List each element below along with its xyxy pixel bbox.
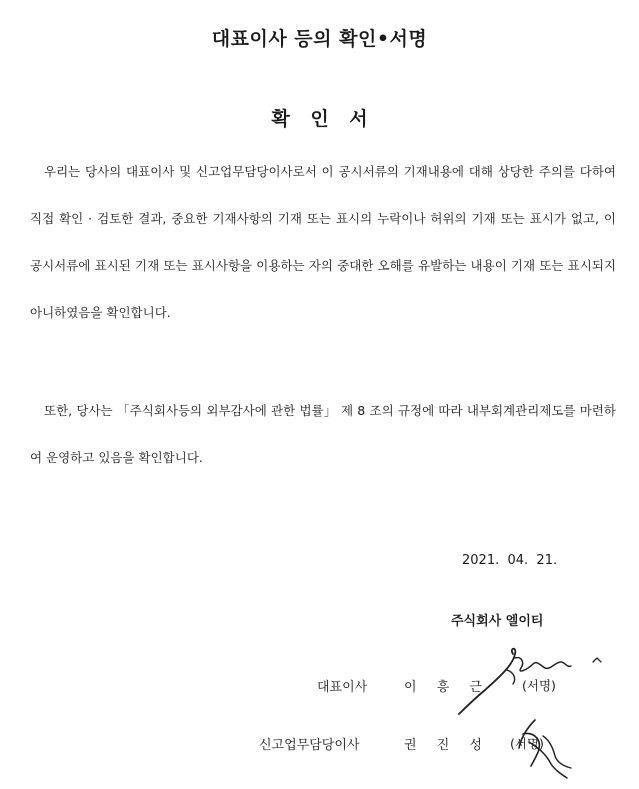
signatory-name-ceo: 이 흥 근 <box>404 680 490 695</box>
company-name: 주식회사 엘이티 <box>451 614 544 629</box>
document-title: 대표이사 등의 확인•서명 <box>211 28 428 50</box>
document-subtitle: 확 인 서 <box>271 108 368 130</box>
signatory-seal-disclosure-officer: (서명) <box>510 736 544 751</box>
signatory-role-ceo: 대표이사 <box>317 680 368 695</box>
signatory-name-disclosure-officer: 권 진 성 <box>404 738 490 753</box>
signatory-role-disclosure-officer: 신고업무담당이사 <box>259 738 360 753</box>
document-date: 2021. 04. 21. <box>462 553 558 568</box>
signatory-seal-ceo: (서명) <box>522 678 556 693</box>
confirmation-paragraph: 우리는 당사의 대표이사 및 신고업무담당이사로서 이 공시서류의 기재내용에 대해 상당한 주의를 다하여 직접 확인 · 검토한 결과, 중요한 기재사항의 기재 또는 표시의 누락이나 허위의 기재 또는 표시가 없고, 이 공시서류에 표시된 기재 또는 표시사항을 이용하는 자의 중대한 오해를 유발하는 내용이 기재 또는 표시되지 아니하였음을 확인합니다. <box>30 164 616 320</box>
internal-control-paragraph: 또한, 당사는 「주식회사등의 외부감사에 관한 법률」 제 8 조의 규정에 따라 내부회계관리제도를 마련하여 운영하고 있음을 확인합니다. <box>30 403 616 465</box>
